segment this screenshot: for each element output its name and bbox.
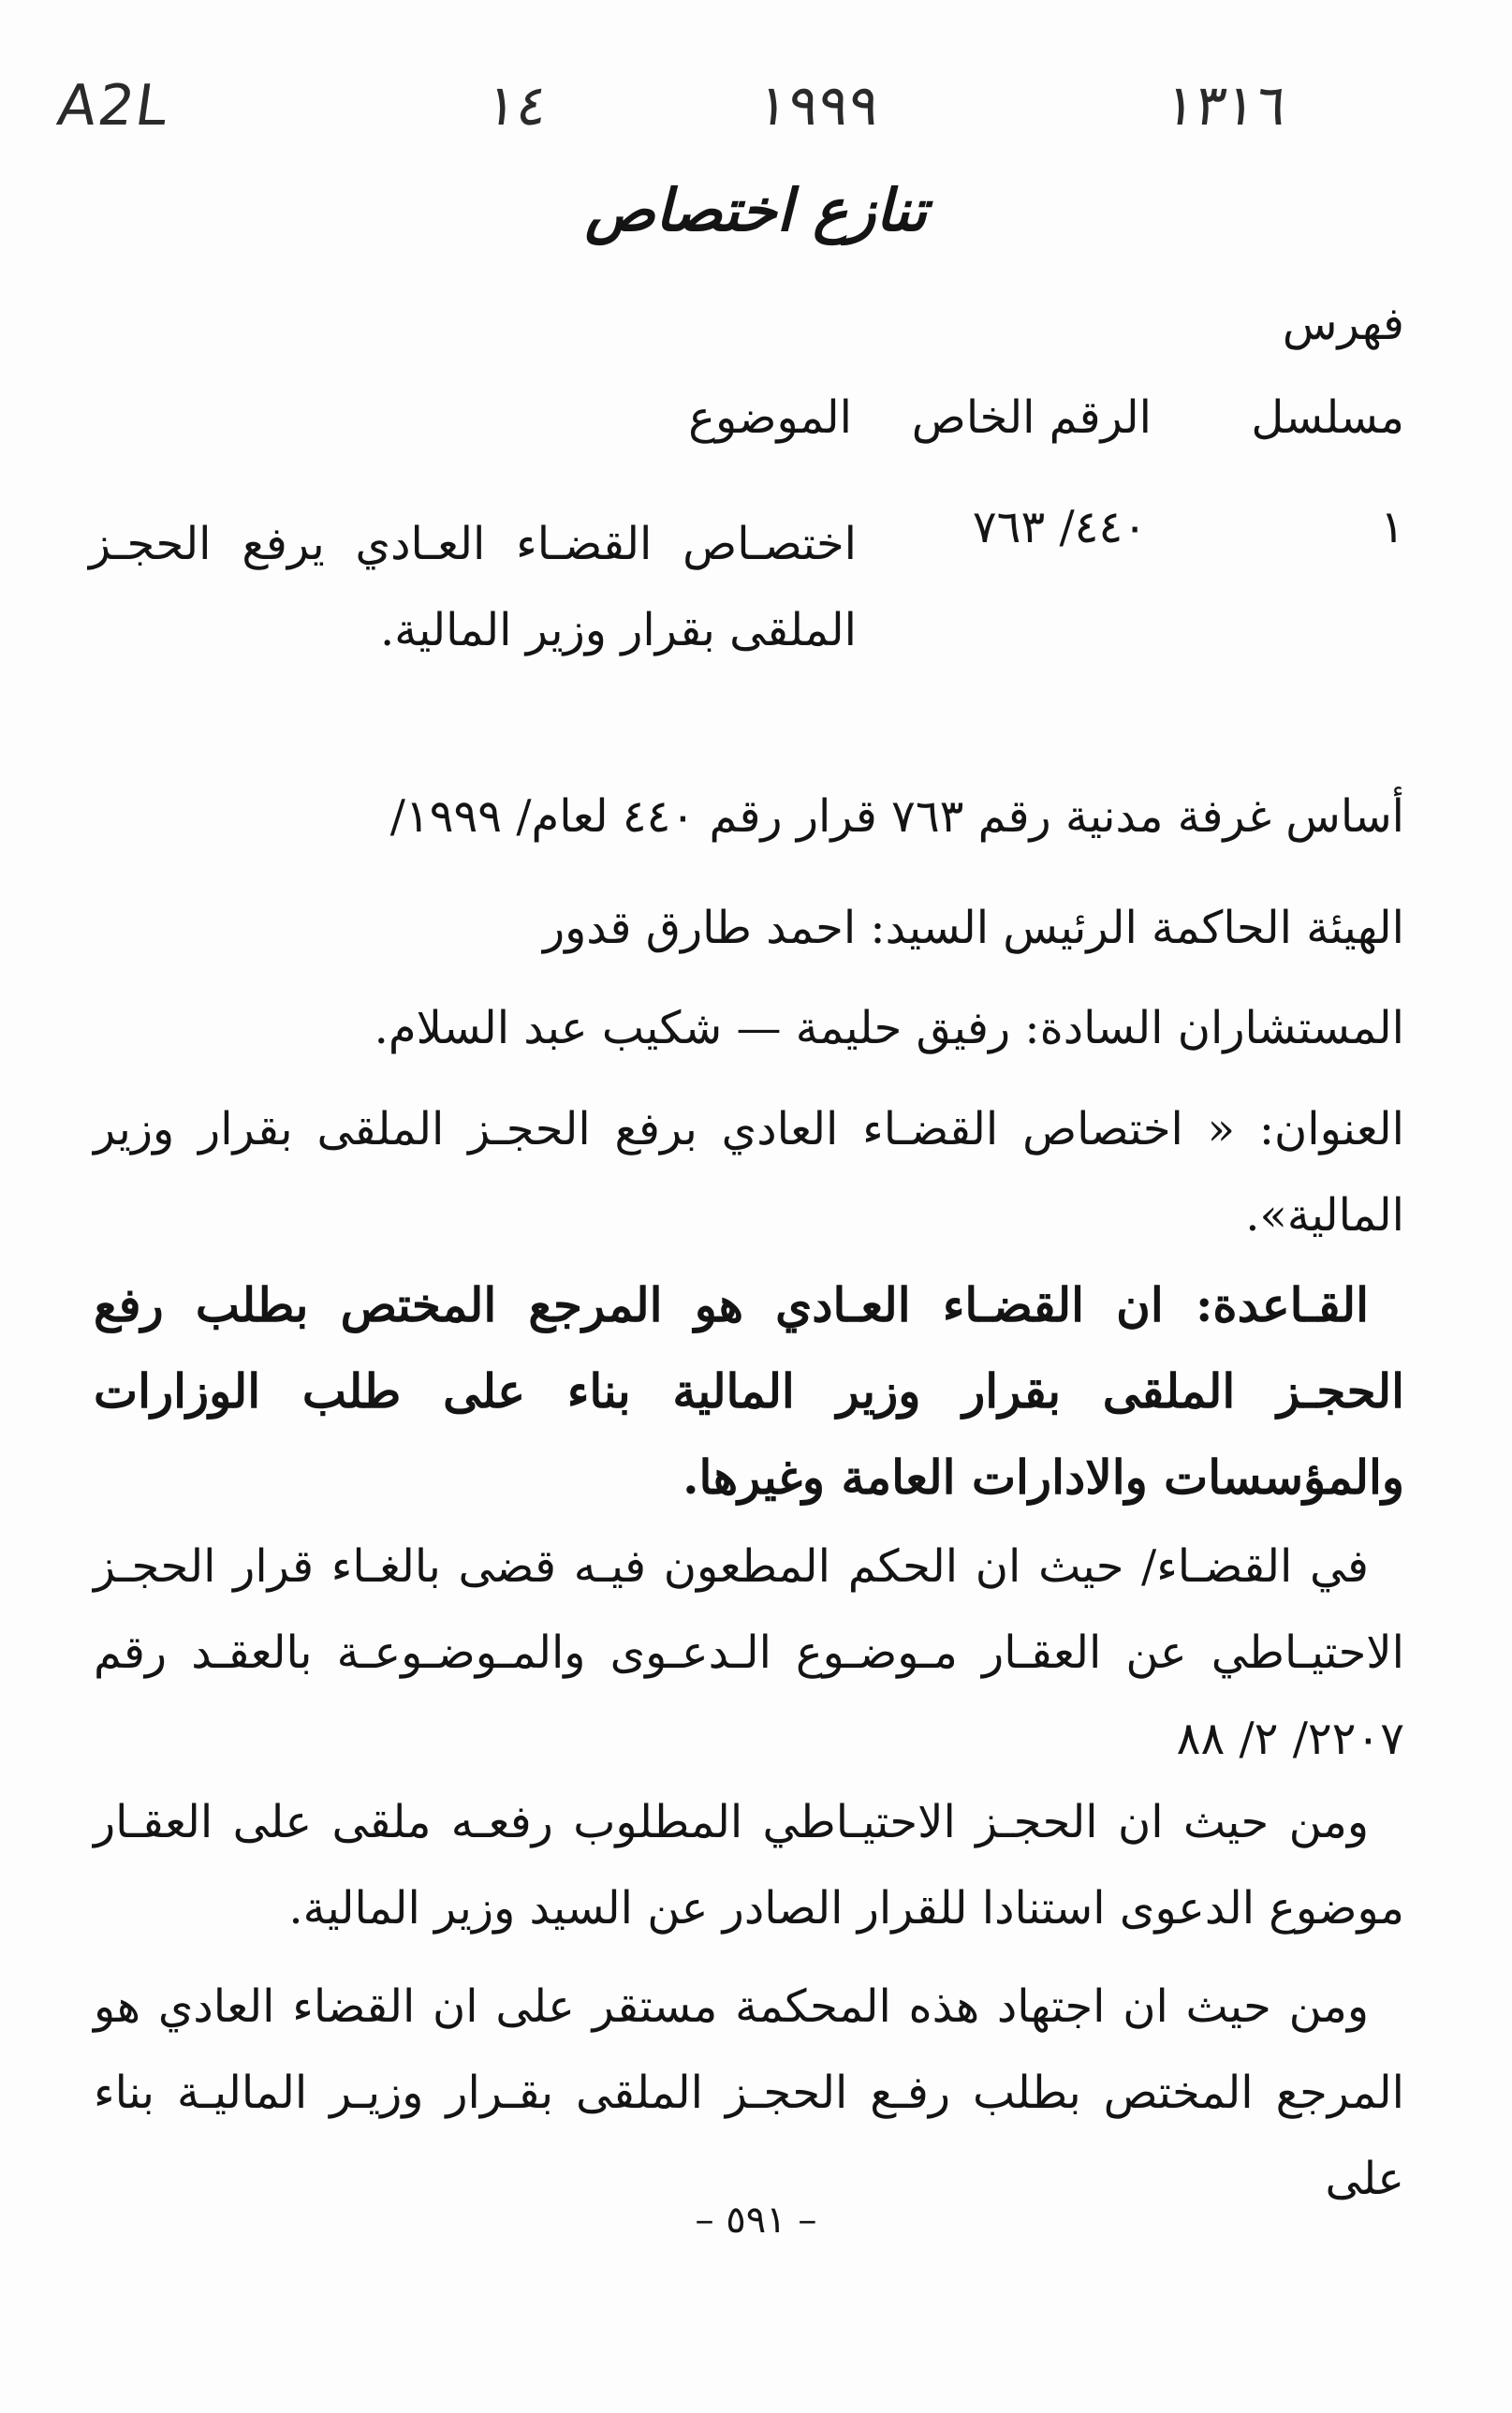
index-row-subject: اختصـاص القضـاء العـادي يرفع الحجـز الملقى بقرار وزير المالية. <box>89 518 857 656</box>
paragraph-jurisprudence: ومن حيث ان اجتهاد هذه المحكمة مستقر على ان القضاء العادي هو المرجع المختص بطلب رفـع الحجـز الملقى بقـرار وزيـر الماليـة بناء على <box>94 1980 1405 2205</box>
case-subject: العنوان: « اختصاص القضـاء العادي برفع الحجـز الملقى بقرار وزير المالية». <box>94 1103 1404 1242</box>
handwritten-code: A2L <box>53 73 174 139</box>
column-header-serial: مسلسل <box>1251 391 1404 444</box>
index-row <box>89 501 1404 656</box>
ruling-panel: الهيئة الحاكمة الرئيس السيد: احمد طارق قدور <box>542 902 1404 954</box>
legal-rule: القـاعدة: ان القضـاء العـادي هو المرجع المختص بطلب رفع الحجـز الملقى بقرار وزير المالية بناء على طلب الوزارات والمؤسسات والادارات العامة وغيرها. <box>94 1277 1404 1505</box>
page-title: تنازع اختصاص <box>584 176 928 244</box>
paragraph-seizure: ومن حيث ان الحجـز الاحتيـاطي المطلوب رفعـه ملقى على العقـار موضوع الدعوى استنادا للقرار الصادر عن السيد وزير المالية. <box>94 1796 1404 1935</box>
handwritten-number: ١٤ <box>482 73 552 139</box>
index-row-number: ٤٤٠/ ٧٦٣ <box>972 501 1147 553</box>
case-basis: أساس غرفة مدنية رقم ٧٦٣ قرار رقم ٤٤٠ لعام/ ١٩٩٩/ <box>389 790 1404 843</box>
handwritten-year: ١٩٩٩ <box>754 73 884 139</box>
index-row-serial: ١ <box>1380 501 1404 553</box>
column-header-number: الرقم الخاص <box>911 391 1152 444</box>
column-header-subject: الموضوع <box>688 391 852 444</box>
page-number: – ٥٩١ – <box>695 2199 817 2242</box>
handwritten-ref-number: ١٣١٦ <box>1161 73 1291 139</box>
index-header-row <box>94 391 1404 457</box>
index-heading: فهرس <box>1282 298 1404 350</box>
paragraph-judgment: في القضـاء/ حيث ان الحكم المطعون فيـه قضى بالغـاء قرار الحجـز الاحتيـاطي عن العقـار مـوضـوع الـدعـوى والمـوضـوعـة بالعقـد رقم ٢٢٠٧/ ٢/ ٨٨ <box>94 1540 1405 1765</box>
advisers: المستشاران السادة: رفيق حليمة — شكيب عبد السلام. <box>374 1002 1404 1054</box>
